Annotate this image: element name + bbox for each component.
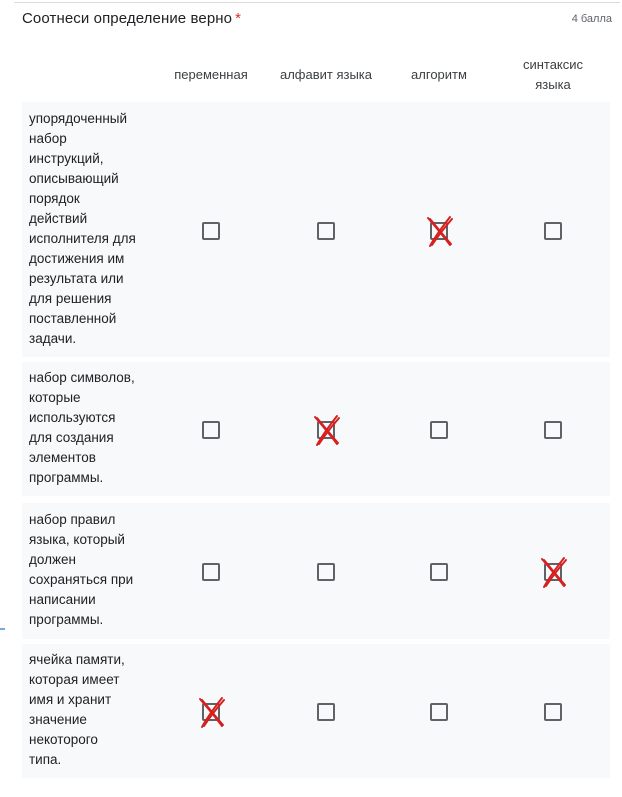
edge-marker bbox=[0, 628, 5, 630]
row-label: ячейка памяти, которая имеет имя и хранит значение некоторого типа. bbox=[29, 652, 125, 767]
question-title bbox=[22, 10, 241, 27]
checkbox-alphabet-definition-algorithm[interactable] bbox=[430, 421, 448, 439]
column-header-syntax: синтаксис языка bbox=[522, 57, 584, 92]
checkbox-syntax-definition-variable[interactable] bbox=[202, 563, 220, 581]
column-header-variable: переменная bbox=[174, 67, 248, 82]
row-label: упорядоченный набор инструкций, описывающий порядок действий исполнителя для достижения им результата или для решения поставленной задачи. bbox=[29, 111, 136, 346]
column-header-algorithm: алгоритм bbox=[411, 67, 467, 82]
points-label: 4 балла bbox=[571, 13, 612, 25]
row-label: набор символов, которые используются для создания элементов программы. bbox=[29, 370, 135, 485]
checkbox-algorithm-definition-algorithm[interactable] bbox=[430, 222, 448, 240]
checkbox-variable-definition-alphabet[interactable] bbox=[317, 703, 335, 721]
checkbox-algorithm-definition-syntax[interactable] bbox=[544, 222, 562, 240]
checkbox-variable-definition-algorithm[interactable] bbox=[430, 703, 448, 721]
checkbox-alphabet-definition-variable[interactable] bbox=[202, 421, 220, 439]
grid-row-variable-definition bbox=[22, 644, 610, 778]
checkbox-algorithm-definition-alphabet[interactable] bbox=[317, 222, 335, 240]
row-label: набор правил языка, который должен сохраняться при написании программы. bbox=[29, 512, 134, 627]
divider bbox=[14, 2, 620, 3]
checkbox-variable-definition-syntax[interactable] bbox=[544, 703, 562, 721]
checkbox-alphabet-definition-alphabet[interactable] bbox=[317, 421, 335, 439]
grid-row-algorithm-definition bbox=[22, 102, 610, 357]
checkbox-syntax-definition-alphabet[interactable] bbox=[317, 563, 335, 581]
question-title-text: Соотнеси определение верно bbox=[22, 10, 233, 27]
grid-row-alphabet-definition bbox=[22, 362, 610, 496]
checkbox-variable-definition-variable[interactable] bbox=[202, 703, 220, 721]
checkbox-algorithm-definition-variable[interactable] bbox=[202, 222, 220, 240]
checkbox-syntax-definition-syntax[interactable] bbox=[544, 563, 562, 581]
required-star: * bbox=[235, 10, 242, 27]
grid-row-syntax-definition bbox=[22, 503, 610, 639]
column-header-alphabet: алфавит языка bbox=[279, 67, 373, 82]
checkbox-alphabet-definition-syntax[interactable] bbox=[544, 421, 562, 439]
checkbox-syntax-definition-algorithm[interactable] bbox=[430, 563, 448, 581]
